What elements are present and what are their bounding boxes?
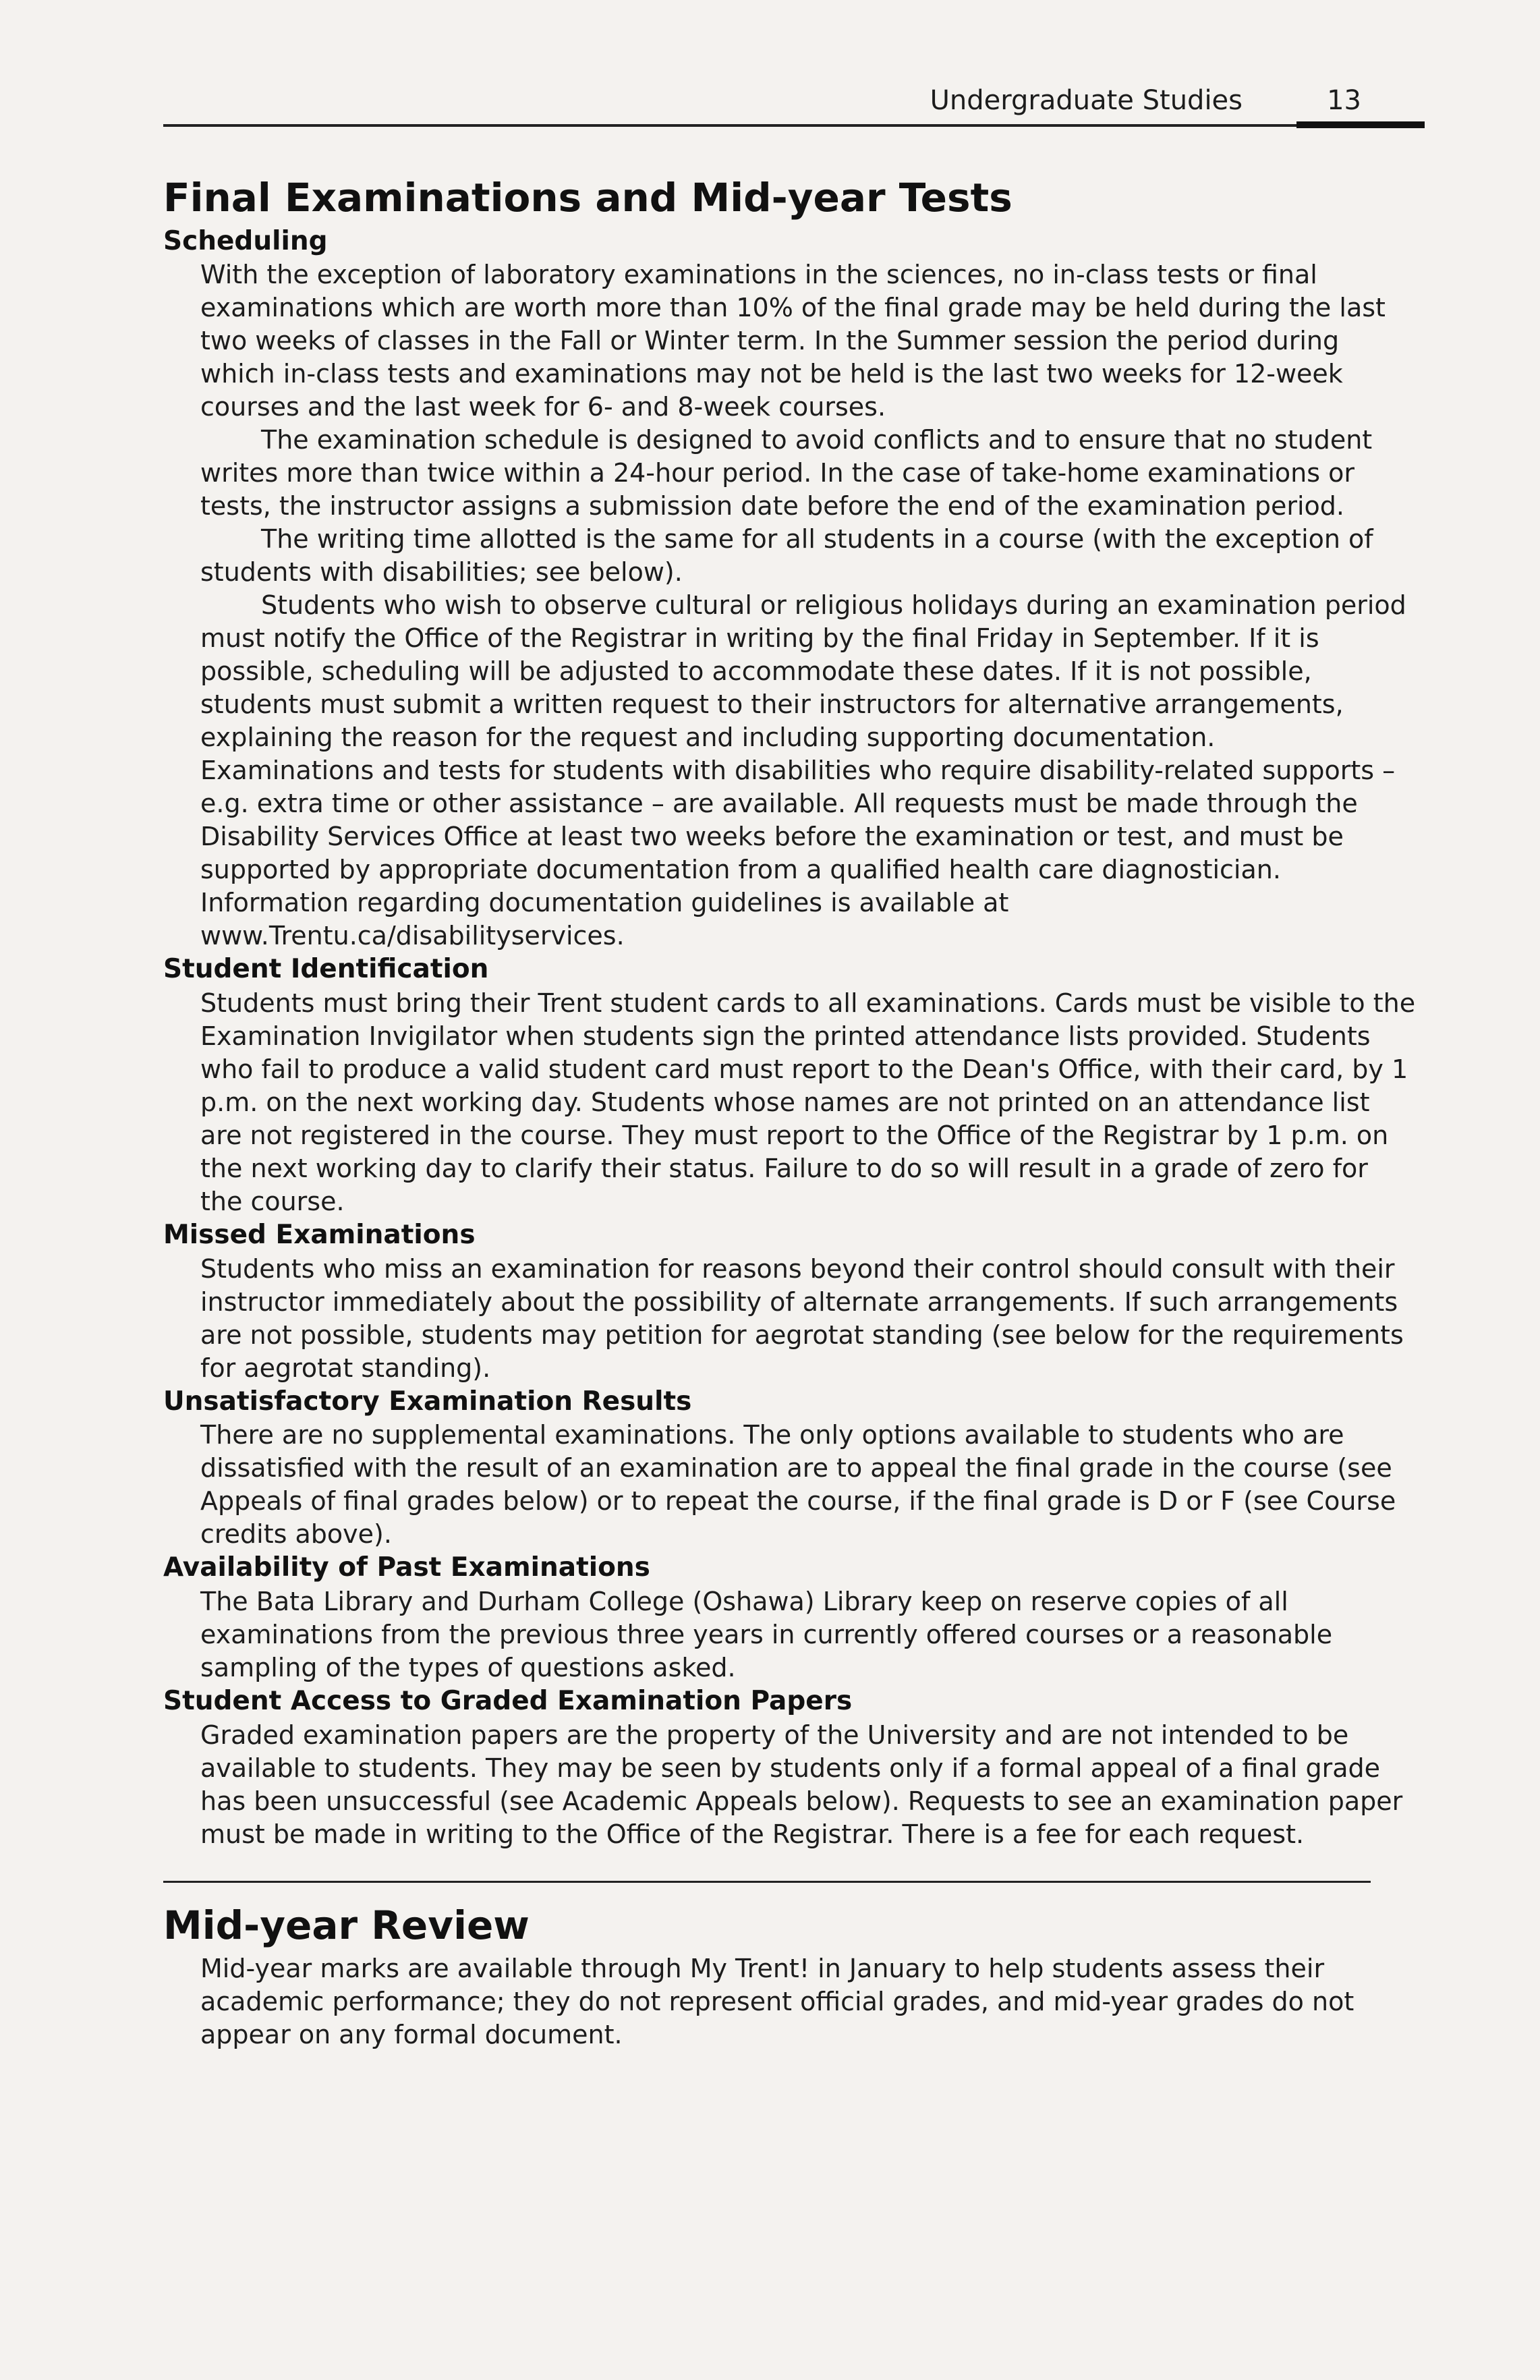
unsatisfactory-results-section [163, 1385, 1418, 1552]
unsatisfactory-results-paragraph: There are no supplemental examinations. The only options available to students who are dissatisfied with the result of an examination are to appeal the final grade in the course (see Appeals of final grades below) or to repeat the course, if the final grade is D or F (see Course credits above). [200, 1420, 1396, 1550]
scheduling-paragraph-1: With the exception of laboratory examinations in the sciences, no in-class tests or final examinations which are worth more than 10% of the final grade may be held during the last two weeks of classes in the Fall or Winter term. In the Summer session the period during which in-class tests and examinations may not be held is the last two weeks for 12-week courses and the last week for 6- and 8-week courses. [200, 260, 1386, 422]
subheading-student-identification: Student Identification [163, 954, 489, 985]
page-content [163, 175, 1418, 2051]
scheduling-paragraph-4: Students who wish to observe cultural or religious holidays during an examination period must notify the Office of the Registrar in writing by the final Friday in September. If it is possible, scheduling will be adjusted to accommodate these dates. If it is not possible, students must submit a written request to their instructors for alternative arrangements, explaining the reason for the request and including supporting documentation. [200, 590, 1406, 753]
subheading-scheduling: Scheduling [163, 225, 328, 256]
missed-exams-paragraph: Students who miss an examination for reasons beyond their control should consult with their instructor immediately about the possibility of alternate arrangements. If such arrangements are not possible, students may petition for aegrotat standing (see below for the requirements for aegrotat standing). [200, 1253, 1404, 1383]
mid-year-body [200, 1952, 1418, 2051]
missed-exams-body [200, 1253, 1418, 1385]
section-title-mid-year-review: Mid-year Review [163, 1902, 530, 1948]
running-head [163, 80, 1425, 134]
unsatisfactory-results-body [200, 1419, 1418, 1551]
scheduling-paragraph-3: The writing time allotted is the same for all students in a course (with the exception of students with disabilities; see below). [200, 524, 1373, 588]
subheading-missed-examinations: Missed Examinations [163, 1220, 476, 1251]
header-rule [163, 124, 1425, 127]
past-exams-body [200, 1585, 1418, 1684]
past-exams-section [163, 1551, 1418, 1684]
scheduling-paragraph-2: The examination schedule is designed to avoid conflicts and to ensure that no student writes more than twice within a 24-hour period. In the case of take-home examinations or tests, the instructor assigns a submission date before the end of the examination period. [200, 425, 1373, 521]
scheduling-body [200, 258, 1418, 953]
missed-exams-section [163, 1218, 1418, 1385]
graded-papers-section [163, 1684, 1418, 1851]
mid-year-paragraph: Mid-year marks are available through My Trent! in January to help students assess their academic performance; they do not represent official grades, and mid-year grades do not appear on any formal document. [200, 1953, 1354, 2049]
subheading-past-examinations: Availability of Past Examinations [163, 1552, 650, 1583]
subheading-graded-papers: Student Access to Graded Examination Papers [163, 1686, 853, 1717]
section-title-final-exams: Final Examinations and Mid-year Tests [163, 175, 1013, 221]
header-tab-bar [1296, 121, 1425, 128]
student-id-paragraph: Students must bring their Trent student cards to all examinations. Cards must be visible to the Examination Invigilator when students sign the printed attendance lists provided. Students who fail to produce a valid student card must report to the Dean's Office, with their card, by 1 p.m. on the next working day. Students whose names are not printed on an attendance list are not registered in the course. They must report to the Office of the Registrar by 1 p.m. on the next working day to clarify their status. Failure to do so will result in a grade of zero for the course. [200, 988, 1416, 1217]
section-divider [163, 1881, 1371, 1883]
student-id-section [163, 953, 1418, 1218]
graded-papers-paragraph: Graded examination papers are the property of the University and are not intended to be available to students. They may be seen by students only if a formal appeal of a final grade has been unsuccessful (see Academic Appeals below). Requests to see an examination paper must be made in writing to the Office of the Registrar. There is a fee for each request. [200, 1720, 1403, 1849]
page-number: 13 [1327, 85, 1361, 116]
scheduling-paragraph-5: Examinations and tests for students with disabilities who require disability-related supports – e.g. extra time or other assistance – are available. All requests must be made through the Disability Services Office at least two weeks before the examination or test, and must be supported by appropriate documentation from a qualified health care diagnostician. Information regarding documentation guidelines is available at www.Trentu.ca/disabilityservices. [200, 756, 1396, 951]
past-exams-paragraph: The Bata Library and Durham College (Oshawa) Library keep on reserve copies of all examinations from the previous three years in currently offered courses or a reasonable sampling of the types of questions asked. [200, 1587, 1333, 1683]
scheduling-section [163, 225, 1418, 953]
running-head-section: Undergraduate Studies [930, 85, 1243, 116]
graded-papers-body [200, 1719, 1418, 1851]
subheading-unsatisfactory-results: Unsatisfactory Examination Results [163, 1386, 692, 1417]
student-id-body [200, 987, 1418, 1218]
